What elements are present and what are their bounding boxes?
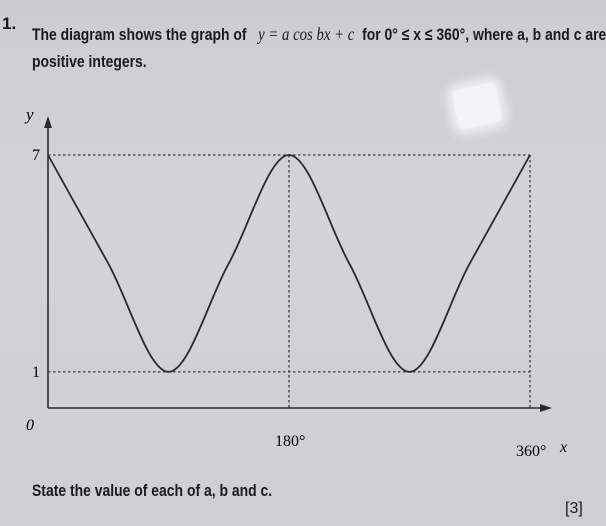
equation: y = a cos bx + c [258, 24, 355, 44]
curve-layer [48, 155, 530, 372]
dashed-guides [48, 155, 530, 408]
y-tick-label-7: 7 [32, 147, 40, 164]
domain: for 0° ≤ x ≤ 360°, [362, 25, 470, 44]
y-axis-label: y [26, 105, 34, 124]
question-task: State the value of each of a, b and c. [32, 481, 273, 500]
origin-label: 0 [26, 417, 34, 434]
x-tick-label-360: 360° [516, 443, 547, 460]
y-tick-label-1: 1 [32, 363, 40, 381]
y-axis-arrow [44, 116, 52, 128]
question-number: 1. [2, 14, 17, 33]
cosine-curve [48, 155, 530, 372]
marks-label: [3] [565, 500, 583, 517]
x-axis-arrow [540, 404, 552, 412]
question-intro-line2: positive integers. [32, 52, 147, 71]
x-axis-label: x [560, 439, 568, 456]
intro-suffix: where a, b and c are [472, 25, 606, 44]
x-tick-label-180: 180° [275, 433, 306, 450]
intro-prefix: The diagram shows the graph of [32, 25, 247, 44]
